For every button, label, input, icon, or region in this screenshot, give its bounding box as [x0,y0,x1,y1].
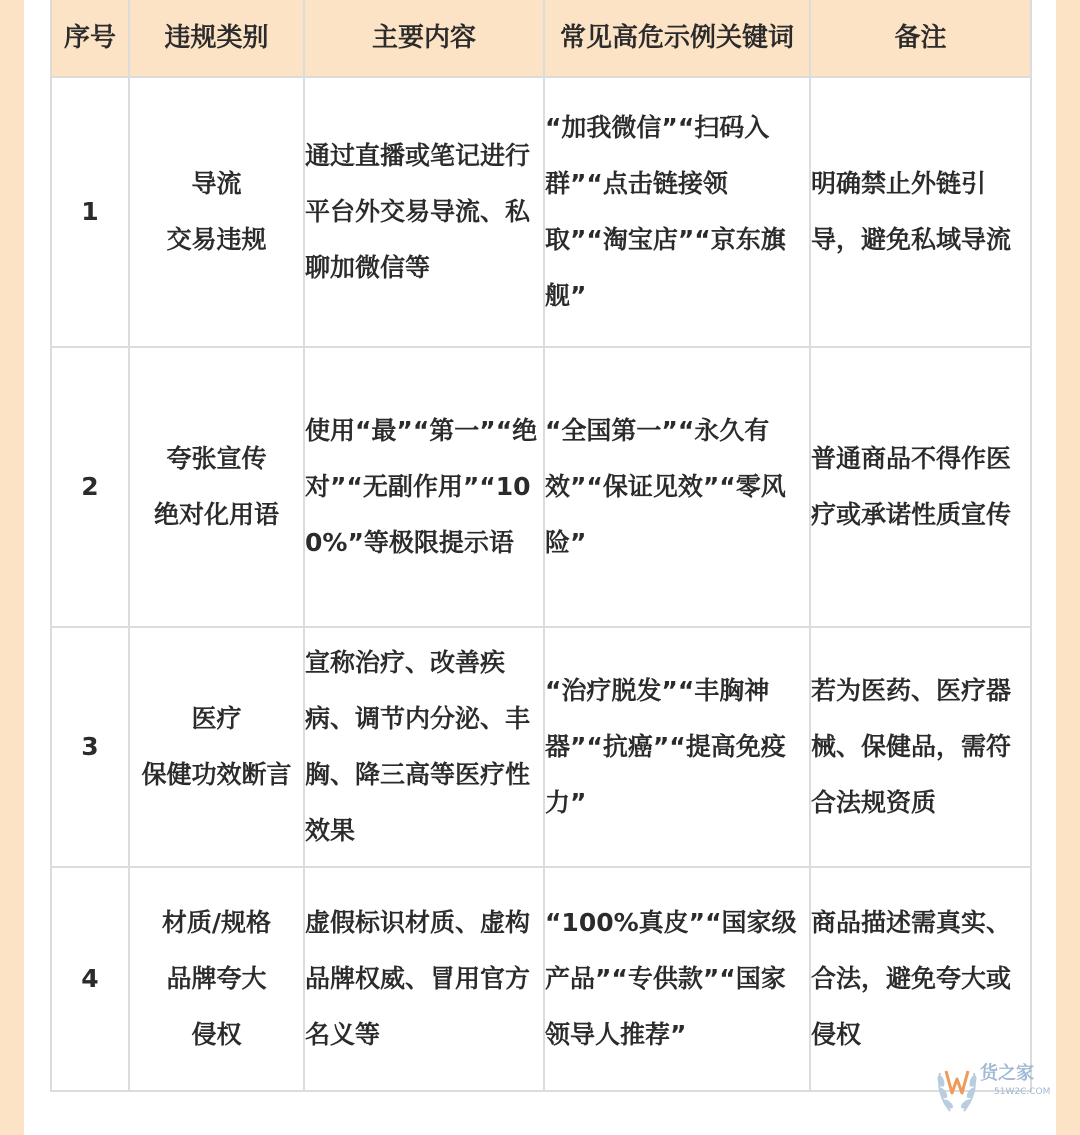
row-index: 4 [51,867,129,1091]
keywords-text: “100%真皮”“国家级产品”“专供款”“国家领导人推荐” [545,908,797,1049]
row-content [304,867,544,1091]
row-category [129,867,304,1091]
watermark-logo [932,1053,1062,1123]
category-line: 交易违规 [166,225,267,254]
category-line: 绝对化用语 [153,500,279,529]
row-category [129,77,304,347]
row-content [304,627,544,867]
content-text: 虚假标识材质、虚构品牌权威、冒用官方名义等 [305,908,531,1049]
row-category [129,347,304,627]
category-line: 侵权 [191,1020,242,1049]
watermark-text: 货之家 [980,1063,1034,1084]
note-text: 明确禁止外链引导，避免私域导流 [811,169,1012,254]
row-index: 3 [51,627,129,867]
note-text: 普通商品不得作医疗或承诺性质宣传 [811,444,1012,529]
row-keywords [544,347,810,627]
header-index: 序号 [51,0,129,77]
row-keywords [544,867,810,1091]
category-line: 医疗 [191,704,242,733]
keywords-text: “治疗脱发”“丰胸神器”“抗癌”“提高免疫力” [545,676,786,817]
content-text: 通过直播或笔记进行平台外交易导流、私聊加微信等 [305,141,531,282]
category-line: 品牌夸大 [166,964,267,993]
note-text: 若为医药、医疗器械、保健品，需符合法规资质 [811,676,1012,817]
table-row [51,77,1031,347]
header-note: 备注 [810,0,1031,77]
category-line: 材质/规格 [161,908,272,937]
row-note [810,347,1031,627]
row-keywords [544,627,810,867]
row-note [810,627,1031,867]
row-content [304,347,544,627]
row-note [810,77,1031,347]
content-text: 宣称治疗、改善疾病、调节内分泌、丰胸、降三高等医疗性效果 [305,648,531,845]
category-line: 保健功效断言 [141,760,292,789]
keywords-text: “加我微信”“扫码入群”“点击链接领取”“淘宝店”“京东旗舰” [545,113,786,310]
table-row [51,627,1031,867]
table-header-row [51,0,1031,77]
table-row [51,867,1031,1091]
header-category: 违规类别 [129,0,304,77]
content-text: 使用“最”“第一”“绝对”“无副作用”“100%”等极限提示语 [305,416,538,557]
violation-table [50,0,1032,1092]
row-content [304,77,544,347]
row-keywords [544,77,810,347]
watermark-subtext: 51W2C.COM [994,1087,1051,1097]
note-text: 商品描述需真实、合法，避免夸大或侵权 [811,908,1012,1049]
category-line: 导流 [191,169,242,198]
row-category [129,627,304,867]
header-keywords: 常见高危示例关键词 [544,0,810,77]
keywords-text: “全国第一”“永久有效”“保证见效”“零风险” [545,416,786,557]
row-index: 1 [51,77,129,347]
header-content: 主要内容 [304,0,544,77]
table-row [51,347,1031,627]
row-index: 2 [51,347,129,627]
category-line: 夸张宣传 [166,444,267,473]
